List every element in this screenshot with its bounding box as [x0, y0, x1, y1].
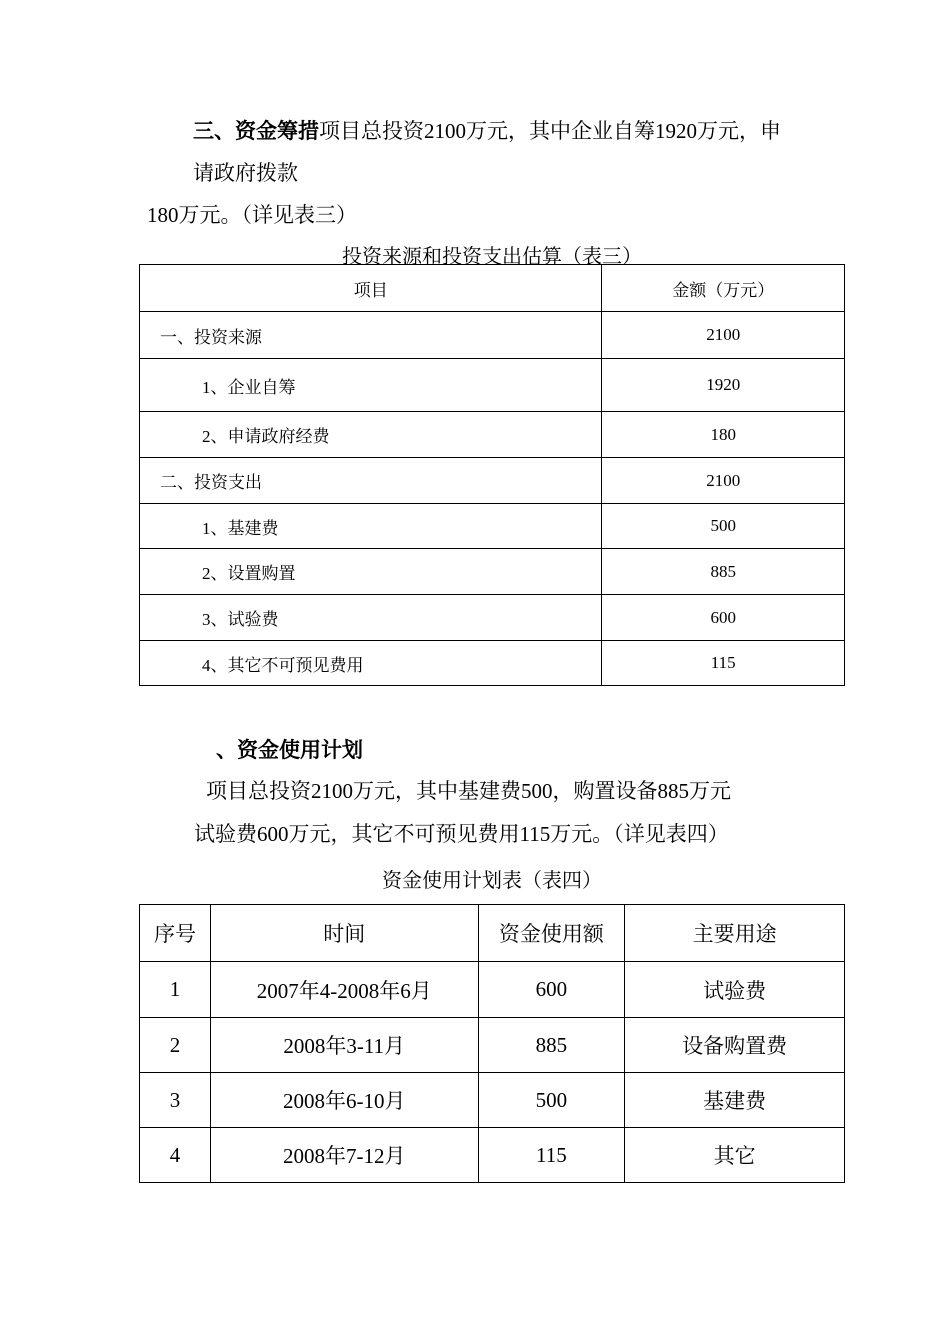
table4-cell: 500 [478, 1073, 625, 1128]
table4-title: 资金使用计划表（表四） [382, 868, 602, 892]
table-row [140, 265, 845, 312]
table-row [140, 1128, 845, 1183]
table-row [140, 1018, 845, 1073]
section3-text-line1: 项目总投资2100万元，其中企业自筹1920万元，申 [319, 119, 781, 143]
table3-cell: 600 [602, 595, 845, 641]
table4-cell: 其它 [625, 1128, 845, 1183]
table3-cell: 180 [602, 412, 845, 458]
table4 [139, 904, 845, 1183]
table3 [139, 264, 845, 686]
table3-cell: 2、申请政府经费 [140, 412, 602, 458]
table3-cell: 2100 [602, 312, 845, 359]
table3-header-item: 项目 [140, 265, 602, 312]
table4-header-amount: 资金使用额 [478, 905, 625, 962]
table4-cell: 2008年6-10月 [210, 1073, 478, 1128]
section3-line1 [193, 117, 781, 145]
table3-cell: 二、投资支出 [140, 458, 602, 504]
section4-text-line2: 试验费600万元，其它不可预见费用115万元。（详见表四） [194, 822, 729, 846]
table3-cell: 115 [602, 641, 845, 686]
table4-cell: 600 [478, 962, 625, 1018]
section3-heading: 三、资金筹措 [193, 119, 319, 143]
section3-text-line3: 180万元。（详见表三） [147, 203, 357, 227]
table4-cell: 2 [140, 1018, 211, 1073]
table-row [140, 312, 845, 359]
table4-cell: 基建费 [625, 1073, 845, 1128]
table3-cell: 3、试验费 [140, 595, 602, 641]
table3-cell: 500 [602, 504, 845, 549]
table-row [140, 412, 845, 458]
table3-cell: 2、设置购置 [140, 549, 602, 595]
table3-cell: 一、投资来源 [140, 312, 602, 359]
table-row [140, 595, 845, 641]
table4-cell: 2007年4-2008年6月 [210, 962, 478, 1018]
table4-cell: 885 [478, 1018, 625, 1073]
table-row [140, 504, 845, 549]
table4-cell: 3 [140, 1073, 211, 1128]
table-row [140, 458, 845, 504]
table4-cell: 设备购置费 [625, 1018, 845, 1073]
table3-cell: 1、基建费 [140, 504, 602, 549]
section4-heading: 、资金使用计划 [216, 738, 363, 762]
table4-cell: 2008年7-12月 [210, 1128, 478, 1183]
table-row [140, 641, 845, 686]
table3-cell: 885 [602, 549, 845, 595]
table4-cell: 1 [140, 962, 211, 1018]
table3-header-amount: 金额（万元） [602, 265, 845, 312]
table4-header-time: 时间 [210, 905, 478, 962]
table3-cell: 4、其它不可预见费用 [140, 641, 602, 686]
table-row [140, 1073, 845, 1128]
table4-cell: 4 [140, 1128, 211, 1183]
table-row [140, 962, 845, 1018]
table4-header-purpose: 主要用途 [625, 905, 845, 962]
table3-title: 投资来源和投资支出估算（表三） [342, 244, 642, 268]
table4-cell: 试验费 [625, 962, 845, 1018]
table3-cell: 1920 [602, 359, 845, 412]
table3-cell: 2100 [602, 458, 845, 504]
table4-cell: 2008年3-11月 [210, 1018, 478, 1073]
table-row [140, 549, 845, 595]
table4-cell: 115 [478, 1128, 625, 1183]
table-row [140, 905, 845, 962]
section3-text-line2: 请政府拨款 [193, 161, 298, 185]
table4-header-index: 序号 [140, 905, 211, 962]
table-row [140, 359, 845, 412]
section4-text-line1: 项目总投资2100万元，其中基建费500，购置设备885万元 [206, 779, 731, 803]
table3-cell: 1、企业自筹 [140, 359, 602, 412]
